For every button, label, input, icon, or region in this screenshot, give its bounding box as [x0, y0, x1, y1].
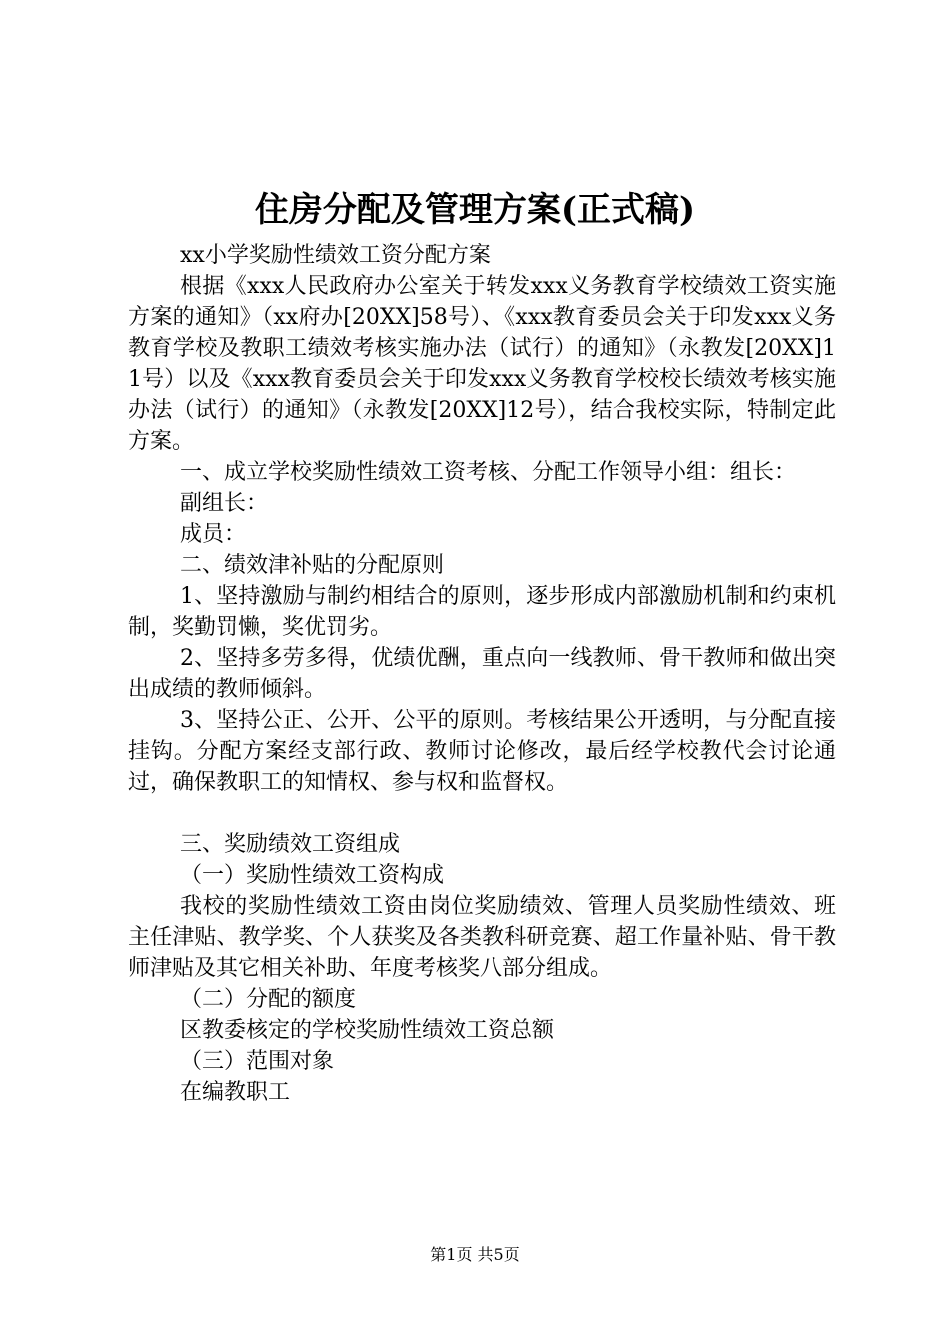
section1-heading: 一、成立学校奖励性绩效工资考核、分配工作领导小组：组长： — [180, 460, 797, 485]
document-subtitle: xx小学奖励性绩效工资分配方案 — [180, 243, 491, 268]
principle-1: 1、坚持激励与制约相结合的原则，逐步形成内部激励机制和约束机制，奖勤罚懒，奖优罚劣。 — [128, 584, 836, 640]
principle-3: 3、坚持公正、公开、公平的原则。考核结果公开透明，与分配直接挂钩。分配方案经支部行政、教师讨论修改，最后经学校教代会讨论通过，确保教职工的知情权、参与权和监督权。 — [128, 708, 836, 795]
document-title: 住房分配及管理方案(正式稿) — [254, 190, 696, 230]
section2-heading: 二、绩效津补贴的分配原则 — [180, 553, 445, 578]
section1-members: 成员： — [180, 522, 247, 547]
section3-sub1-text: 我校的奖励性绩效工资由岗位奖励绩效、管理人员奖励性绩效、班主任津贴、教学奖、个人获奖及各类教科研竞赛、超工作量补贴、骨干教师津贴及其它相关补助、年度考核奖八部分组成。 — [128, 894, 836, 981]
section1-deputy: 副组长： — [180, 491, 269, 516]
paragraph-spacer — [128, 798, 836, 829]
section3-heading: 三、奖励绩效工资组成 — [180, 832, 401, 857]
section3-sub2-heading: （二）分配的额度 — [180, 987, 357, 1012]
section3-sub3-text: 在编教职工 — [180, 1080, 291, 1105]
principle-2: 2、坚持多劳多得，优绩优酬，重点向一线教师、骨干教师和做出突出成绩的教师倾斜。 — [128, 646, 836, 702]
document-body — [128, 240, 836, 1108]
section3-sub1-heading: （一）奖励性绩效工资构成 — [180, 863, 445, 888]
section3-sub3-heading: （三）范围对象 — [180, 1049, 335, 1074]
page-footer: 第1页 共5页 — [430, 1245, 520, 1264]
intro-paragraph: 根据《xxx人民政府办公室关于转发xxx义务教育学校绩效工资实施方案的通知》（xx府办[20XX]58号）、《xxx教育委员会关于印发xxx义务教育学校及教职工绩效考核实施办法（试行）的通知》（永教发[20XX]11号）以及《xxx教育委员会关于印发xxx义务教育学校校长绩效考核实施办法（试行）的通知》（永教发[20XX]12号），结合我校实际，特制定此方案。 — [128, 274, 836, 454]
section3-sub2-text: 区教委核定的学校奖励性绩效工资总额 — [180, 1018, 555, 1043]
